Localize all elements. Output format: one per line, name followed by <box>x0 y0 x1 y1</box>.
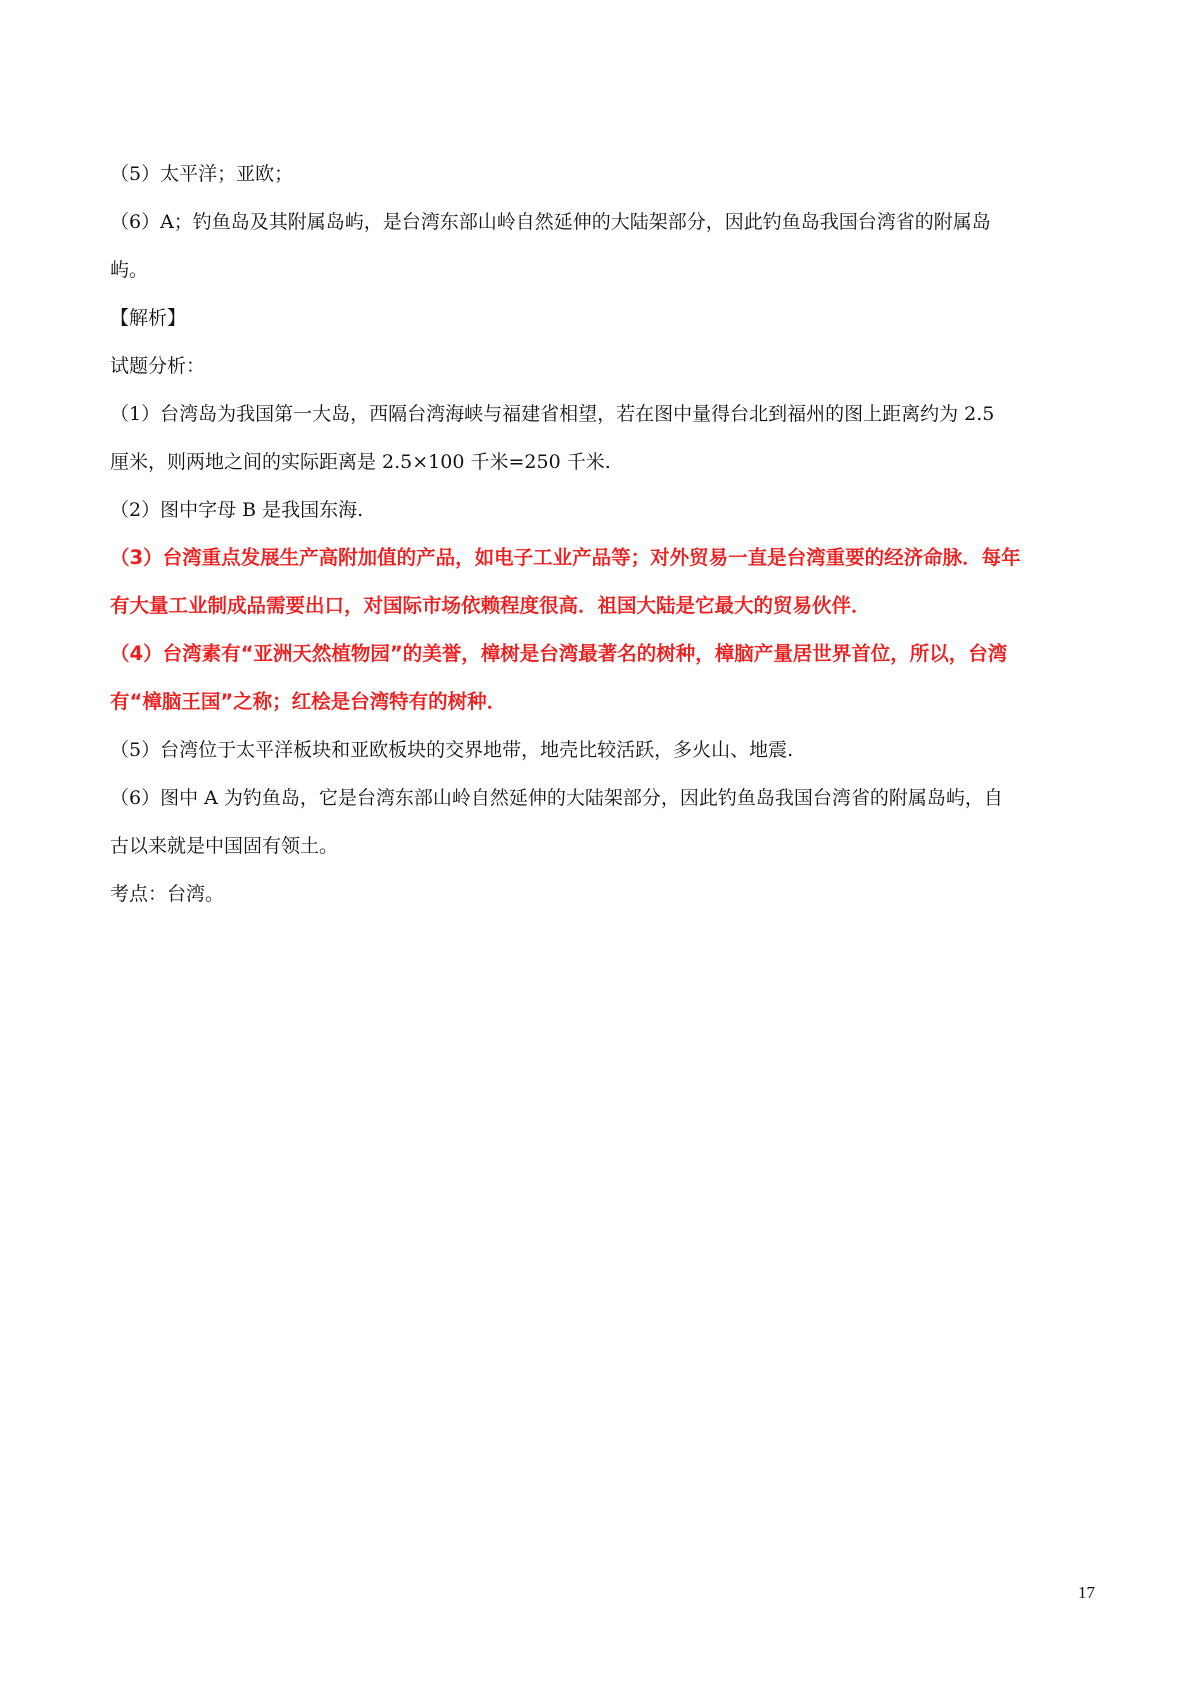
analysis-3-line-2: 有大量工业制成品需要出口，对国际市场依赖程度很高．祖国大陆是它最大的贸易伙伴． <box>110 594 871 617</box>
analysis-heading: 【解析】 <box>110 307 187 329</box>
analysis-1-line-1: （1）台湾岛为我国第一大岛，西隔台湾海峡与福建省相望，若在图中量得台北到福州的图上距离约为 2.5 <box>110 403 995 425</box>
answer-6-line-1: （6）A；钓鱼岛及其附属岛屿，是台湾东部山岭自然延伸的大陆架部分，因此钓鱼岛我国台湾省的附属岛 <box>110 211 991 233</box>
page-content <box>110 150 1095 918</box>
analysis-4-line-1: （4）台湾素有“亚洲天然植物园”的美誉，樟树是台湾最著名的树种，樟脑产量居世界首位，所以，台湾 <box>110 642 1008 665</box>
analysis-2: （2）图中字母 B 是我国东海. <box>110 499 364 521</box>
analysis-1-line-2: 厘米，则两地之间的实际距离是 2.5×100 千米=250 千米. <box>110 451 611 473</box>
kaodian-note: 考点：台湾。 <box>110 883 225 905</box>
analysis-3-line-1: （3）台湾重点发展生产高附加值的产品，如电子工业产品等；对外贸易一直是台湾重要的经济命脉．每年 <box>110 546 1021 569</box>
answer-5: （5）太平洋；亚欧； <box>110 163 294 185</box>
analysis-4-line-2: 有“樟脑王国”之称；红桧是台湾特有的树种． <box>110 690 507 713</box>
analysis-intro: 试题分析： <box>110 355 206 377</box>
answer-6-line-2: 屿。 <box>110 259 149 281</box>
analysis-5: （5）台湾位于太平洋板块和亚欧板块的交界地带，地壳比较活跃，多火山、地震. <box>110 739 794 761</box>
analysis-6-line-2: 古以来就是中国固有领土。 <box>110 835 339 857</box>
analysis-6-line-1: （6）图中 A 为钓鱼岛，它是台湾东部山岭自然延伸的大陆架部分，因此钓鱼岛我国台湾省的附属岛屿，自 <box>110 787 1003 809</box>
page-number: 17 <box>1078 1583 1095 1602</box>
